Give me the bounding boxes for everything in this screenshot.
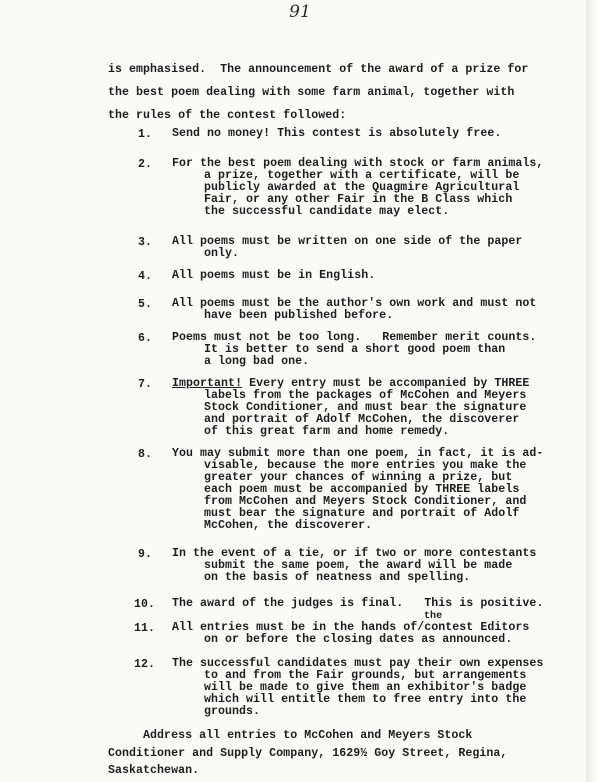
rule-number: 5. [138,298,153,311]
handwritten-insert: the [424,611,443,622]
rule-text [172,236,572,260]
rule-line: have been published before. [204,309,394,322]
rule-line: only. [204,247,240,260]
rule-line: publicly awarded at the Quagmire Agricultural [204,181,520,194]
page-edge [588,0,600,782]
rule-line: to and from the Fair grounds, but arrangements [204,669,527,682]
intro-line: is emphasised. The announcement of the award of a prize for [108,63,529,76]
rule-text [172,448,572,532]
rule-line: from McCohen and Meyers Stock Conditioner, and [204,495,527,508]
closing-line: Address all entries to McCohen and Meyers Stock [108,729,473,742]
rule-text [172,378,572,438]
page-number: 91 [289,2,311,22]
intro-paragraph [108,58,568,127]
rule-line: must bear the signature and portrait of Adolf [204,507,520,520]
intro-line: the rules of the contest followed: [108,109,347,122]
rule-line: All poems must be in English. [172,269,376,282]
rule-line: The successful candidates must pay their own expenses [172,657,544,670]
rule-line: on the basis of neatness and spelling. [204,571,471,584]
rule-line: of this great farm and home remedy. [204,425,450,438]
rule-number: 12. [134,658,156,671]
rule-line: Poems must not be too long. Remember merit counts. [172,331,537,344]
rule-text [172,158,572,218]
rule-line: Fair, or any other Fair in the B Class which [204,193,513,206]
rule-number: 10. [134,598,156,611]
rule-line: labels from the packages of McCohen and Meyers [204,389,527,402]
rule-number: 6. [138,332,153,345]
rule-line: a long bad one. [204,355,310,368]
rule-line: It is better to send a short good poem than [204,343,506,356]
rule-number: 3. [138,236,153,249]
important-label: Important! [172,377,243,390]
rule-line: In the event of a tie, or if two or more contestants [172,547,537,560]
rule-line: Send no money! This contest is absolutely free. [172,127,502,140]
rule-number: 1. [138,128,153,141]
rule-text [172,128,572,140]
rule-text [172,332,572,368]
rule-line: All entries must be in the hands of/contest Editors [172,621,530,634]
rule-line: on or before the closing dates as announced. [204,633,513,646]
rule-line: each poem must be accompanied by THREE labels [204,483,520,496]
rule-number: 2. [138,158,153,171]
rule-text [172,298,572,322]
closing-line: Saskatchewan. [108,764,200,777]
rule-line-rest: Every entry must be accompanied by THREE [242,377,530,390]
rule-line: Stock Conditioner, and must bear the signature [204,401,527,414]
rule-number: 11. [134,622,156,635]
rule-line: For the best poem dealing with stock or farm animals, [172,157,544,170]
rule-line: submit the same poem, the award will be made [204,559,513,572]
rule-text [172,598,572,610]
rule-line: which will entitle them to free entry into the [204,693,527,706]
rule-line: You may submit more than one poem, in fact, it is ad- [172,447,544,460]
rule-text [172,548,572,584]
rule-line: a prize, together with a certificate, will be [204,169,520,182]
rule-text [172,622,572,646]
closing-line: Conditioner and Supply Company, 1629½ Goy Street, Regina, [108,746,508,760]
intro-line: the best poem dealing with some farm animal, together with [108,86,515,99]
rule-number: 8. [138,448,153,461]
rule-text [172,270,572,282]
rule-number: 4. [138,270,153,283]
rule-line: will be made to give them an exhibitor's badge [204,681,527,694]
rule-line: visable, because the more entries you make the [204,459,527,472]
rule-line: the successful candidate may elect. [204,205,450,218]
rule-line: All poems must be the author's own work and must not [172,297,537,310]
rule-text [172,658,572,718]
rule-line: All poems must be written on one side of the paper [172,235,523,248]
rule-line: McCohen, the discoverer. [204,519,373,532]
rule-number: 7. [138,378,153,391]
rule-line: and portrait of Adolf McCohen, the discoverer [204,413,520,426]
rule-line: greater your chances of winning a prize, but [204,471,513,484]
rule-line: grounds. [204,705,261,718]
rule-number: 9. [138,548,153,561]
closing-paragraph [108,727,568,780]
rule-line: The award of the judges is final. This is positive. [172,597,544,610]
